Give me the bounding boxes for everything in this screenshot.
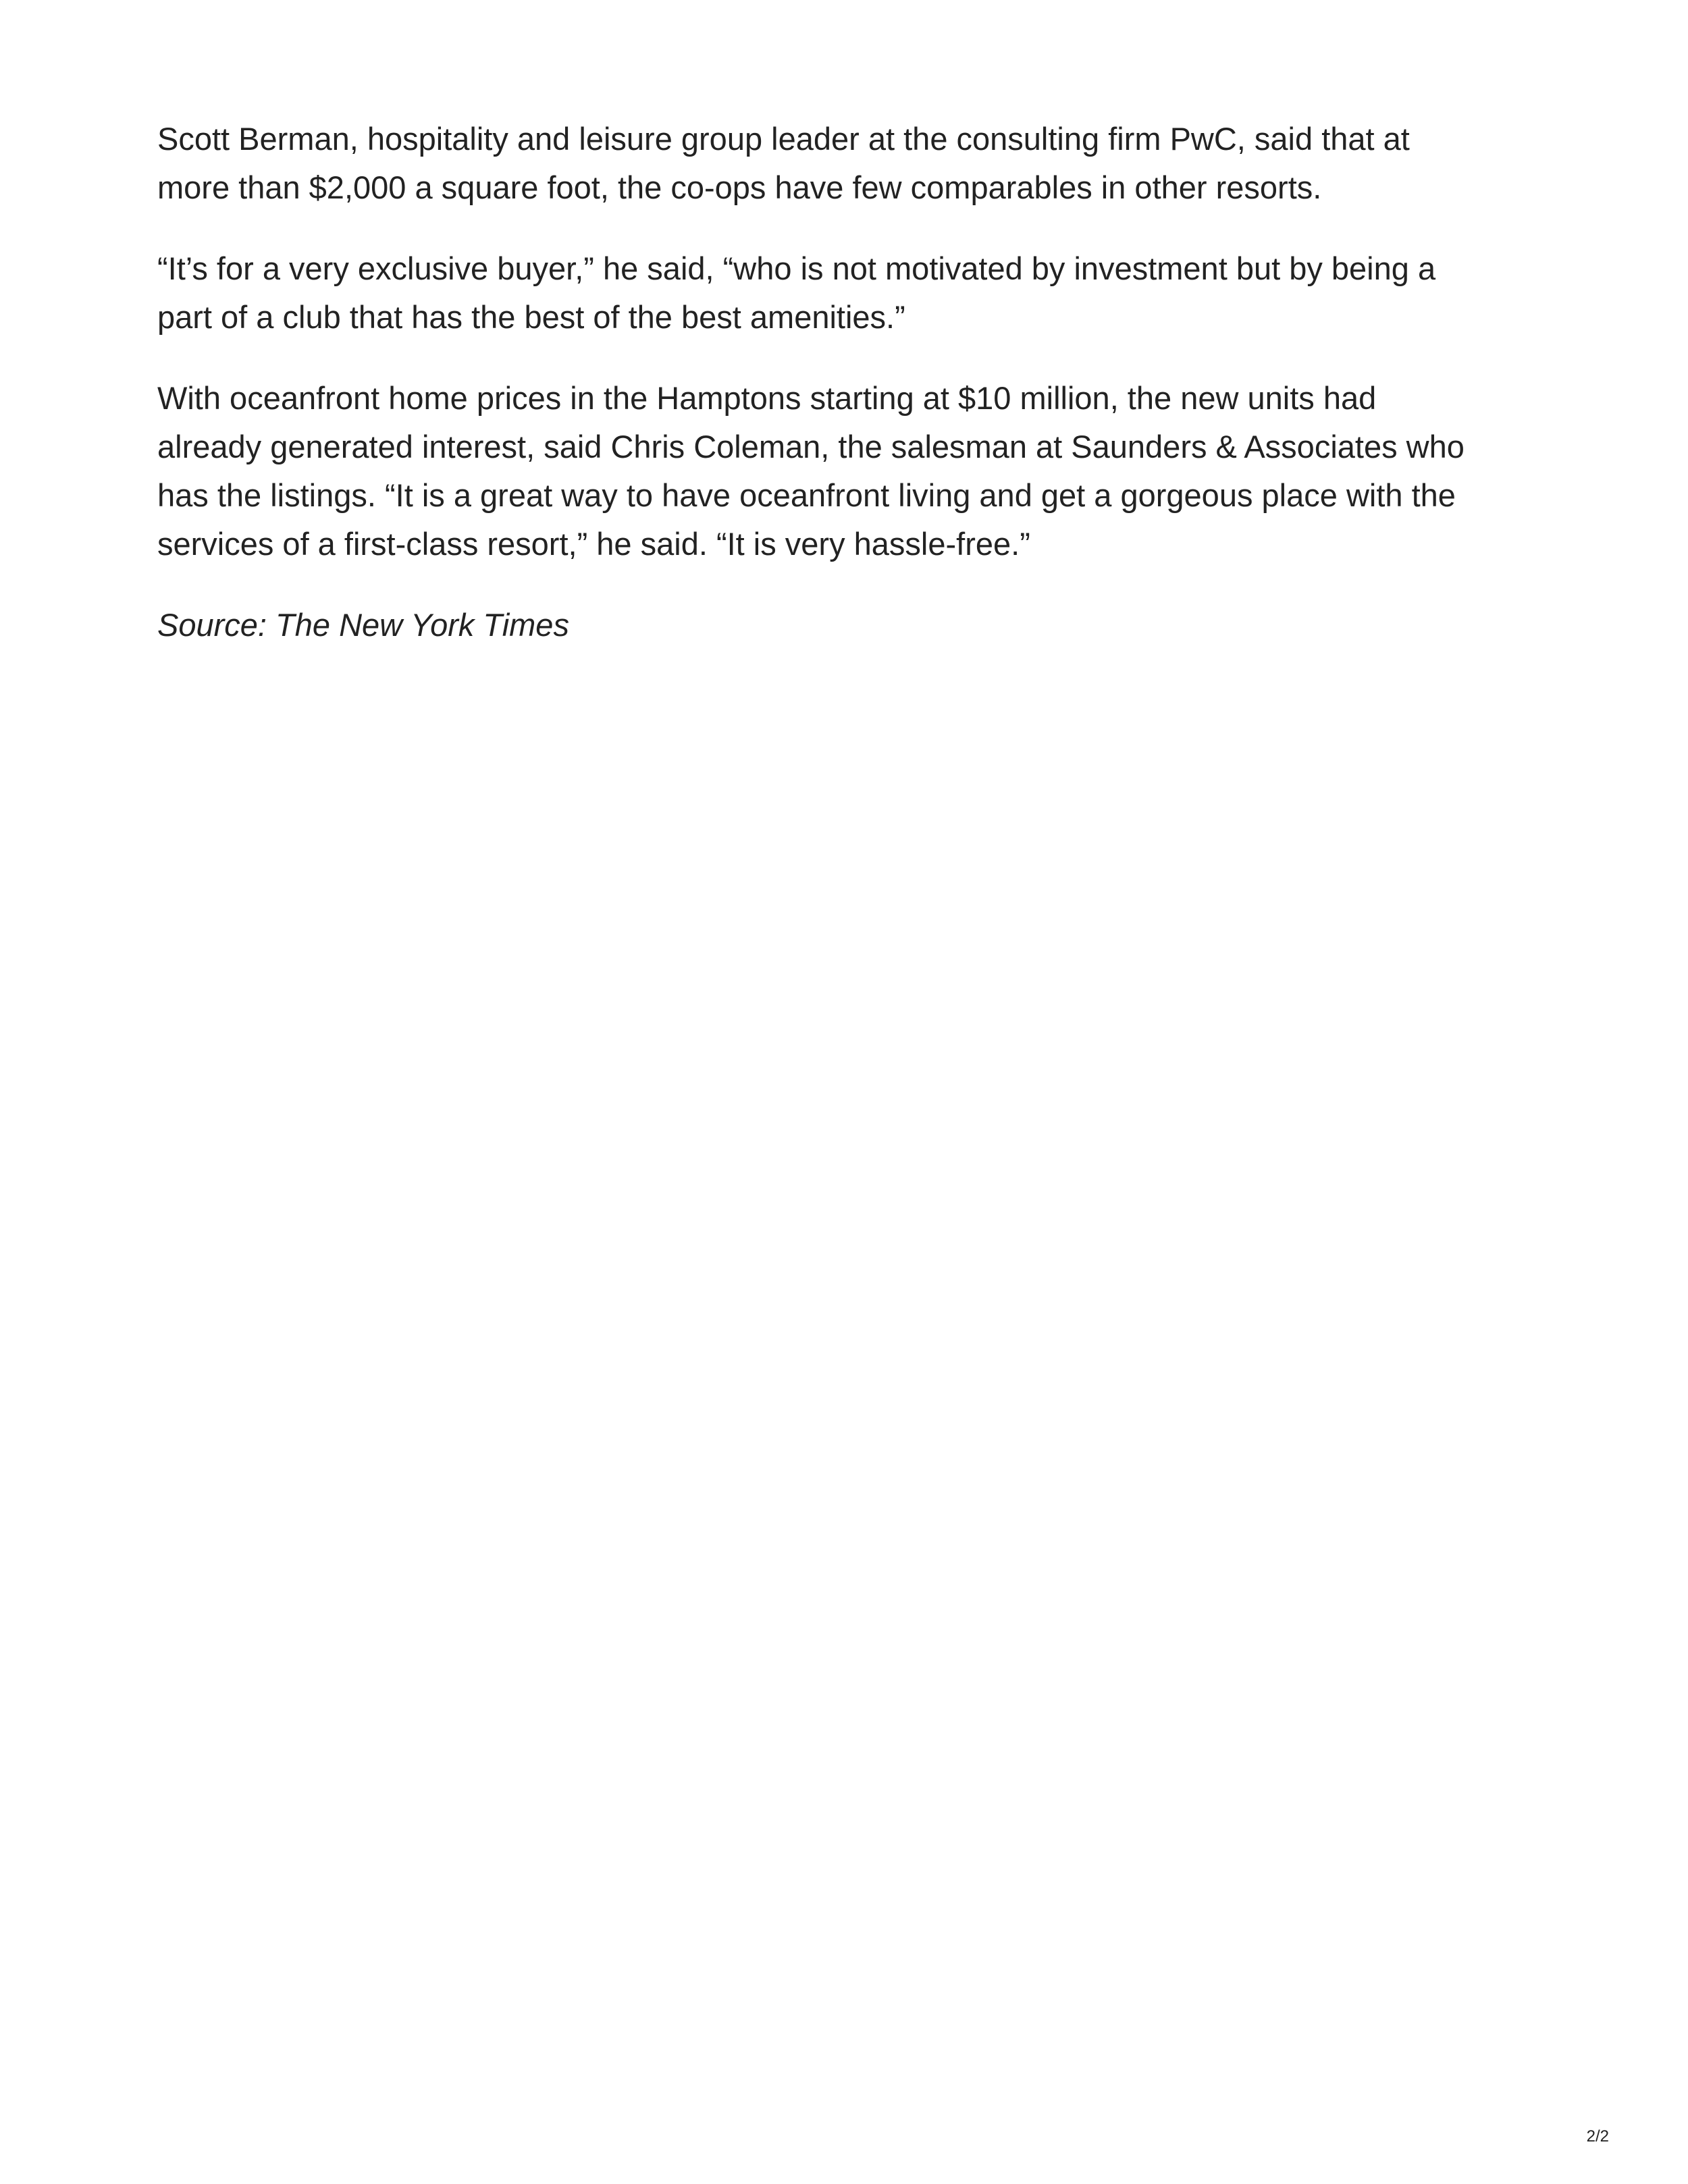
paragraph-line: “It’s for a very exclusive buyer,” he said, “who is not motivated by investment but by being a [157, 250, 1436, 286]
article-body [157, 115, 1548, 649]
paragraph-line: already generated interest, said Chris Coleman, the salesman at Saunders & Associates who [157, 429, 1465, 464]
paragraph-line: has the listings. “It is a great way to have oceanfront living and get a gorgeous place with the [157, 477, 1456, 513]
article-source: Source: The New York Times [157, 607, 569, 643]
paragraph-line: With oceanfront home prices in the Hamptons starting at $10 million, the new units had [157, 380, 1377, 416]
page-number: 2/2 [1586, 2127, 1609, 2146]
paragraph-line: services of a first-class resort,” he said. “It is very hassle-free.” [157, 526, 1030, 562]
paragraph-line: Scott Berman, hospitality and leisure group leader at the consulting firm PwC, said that at [157, 121, 1410, 157]
paragraph-oceanfront-prices [157, 374, 1548, 568]
paragraph-line: more than $2,000 a square foot, the co-ops have few comparables in other resorts. [157, 169, 1322, 205]
paragraph-scott-berman [157, 115, 1548, 212]
paragraph-exclusive-buyer-quote [157, 244, 1548, 342]
paragraph-line: part of a club that has the best of the best amenities.” [157, 299, 905, 335]
